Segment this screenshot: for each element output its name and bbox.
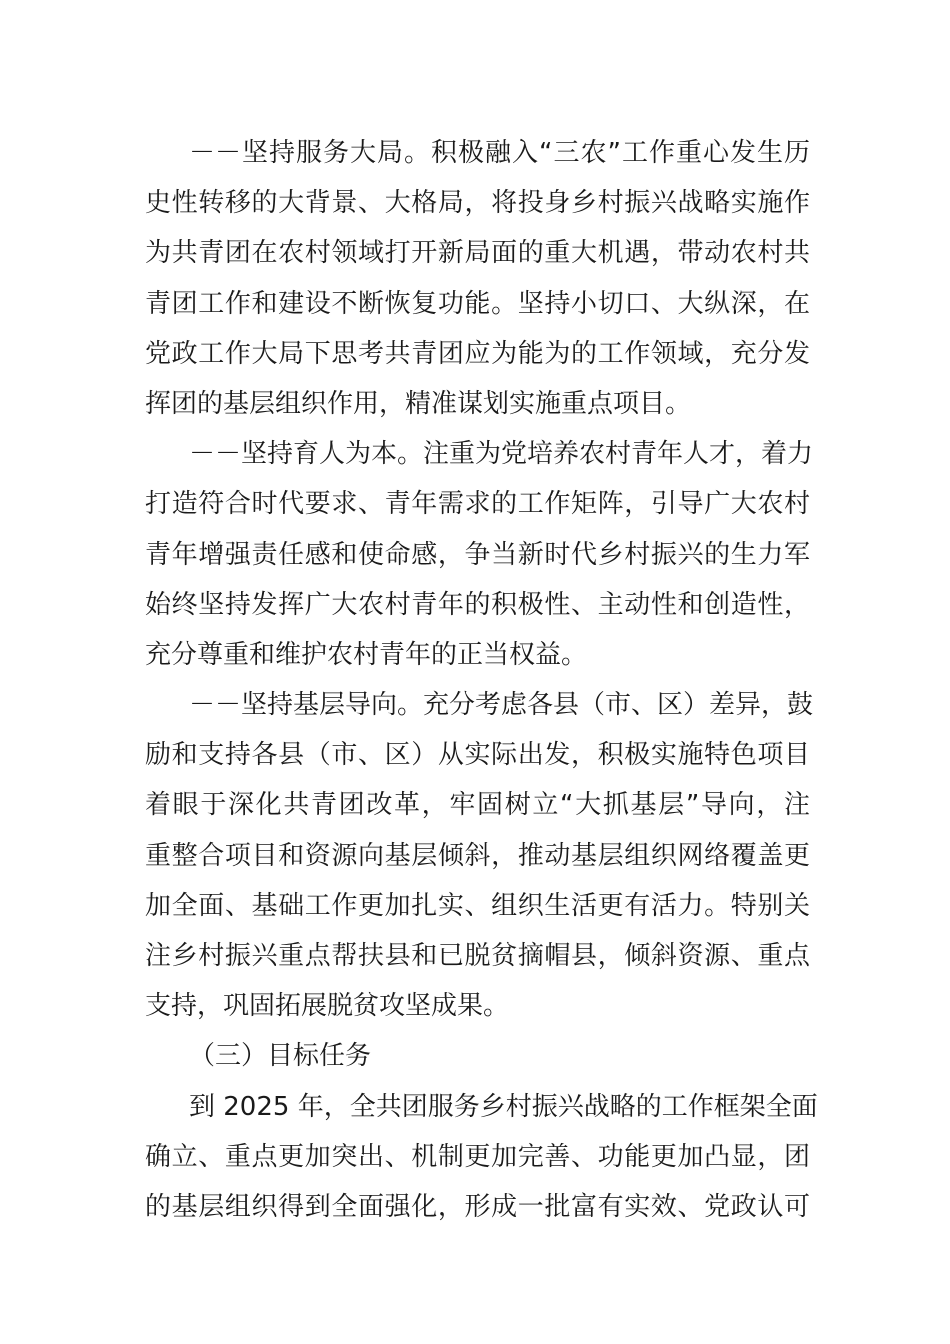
- text-line: 挥团的基层组织作用，精准谋划实施重点项目。: [145, 388, 692, 419]
- text-line: 确立、重点更加突出、机制更加完善、功能更加凸显，团: [145, 1141, 810, 1172]
- text-line: 的基层组织得到全面强化，形成一批富有实效、党政认可: [145, 1191, 810, 1222]
- section-heading: （三）目标任务: [189, 1041, 372, 1072]
- text-line: 始终坚持发挥广大农村青年的积极性、主动性和创造性，: [145, 589, 810, 620]
- text-line: 打造符合时代要求、青年需求的工作矩阵，引导广大农村: [145, 489, 810, 520]
- text-line: 为共青团在农村领域打开新局面的重大机遇，带动农村共: [145, 238, 810, 269]
- paragraph-goals-body: [145, 1082, 818, 1233]
- text-line: 史性转移的大背景、大格局，将投身乡村振兴战略实施作: [145, 188, 810, 219]
- text-line: 重整合项目和资源向基层倾斜，推动基层组织网络覆盖更: [145, 840, 810, 871]
- text-line: －－坚持基层导向。充分考虑各县（市、区）差异，鼓: [189, 690, 814, 721]
- text-line: 注乡村振兴重点帮扶县和已脱贫摘帽县，倾斜资源、重点: [145, 941, 810, 971]
- paragraph-principle-serve-overall: [145, 128, 810, 429]
- text-line: 励和支持各县（市、区）从实际出发，积极实施特色项目: [145, 740, 810, 771]
- section-heading-goals: [145, 1031, 810, 1081]
- document-body: [145, 128, 818, 1232]
- text-line: 加全面、基础工作更加扎实、组织生活更有活力。特别关: [145, 890, 810, 921]
- text-line: －－坚持育人为本。注重为党培养农村青年人才，着力: [189, 439, 814, 470]
- text-line: 支持，巩固拓展脱贫攻坚成果。: [145, 991, 510, 1022]
- paragraph-principle-grassroots: [145, 680, 814, 1031]
- text-line: 着眼于深化共青团改革，牢固树立“大抓基层”导向，注: [145, 790, 810, 821]
- text-line: 党政工作大局下思考共青团应为能为的工作领域，充分发: [145, 338, 810, 369]
- text-line: －－坚持服务大局。积极融入“三农”工作重心发生历: [189, 138, 810, 168]
- text-line: 青团工作和建设不断恢复功能。坚持小切口、大纵深，在: [145, 288, 810, 319]
- text-line: 青年增强责任感和使命感，争当新时代乡村振兴的生力军: [145, 539, 810, 570]
- paragraph-principle-people-oriented: [145, 429, 814, 680]
- text-line: 充分尊重和维护农村青年的正当权益。: [145, 639, 588, 670]
- text-line: 到 2025 年，全共团服务乡村振兴战略的工作框架全面: [189, 1091, 818, 1122]
